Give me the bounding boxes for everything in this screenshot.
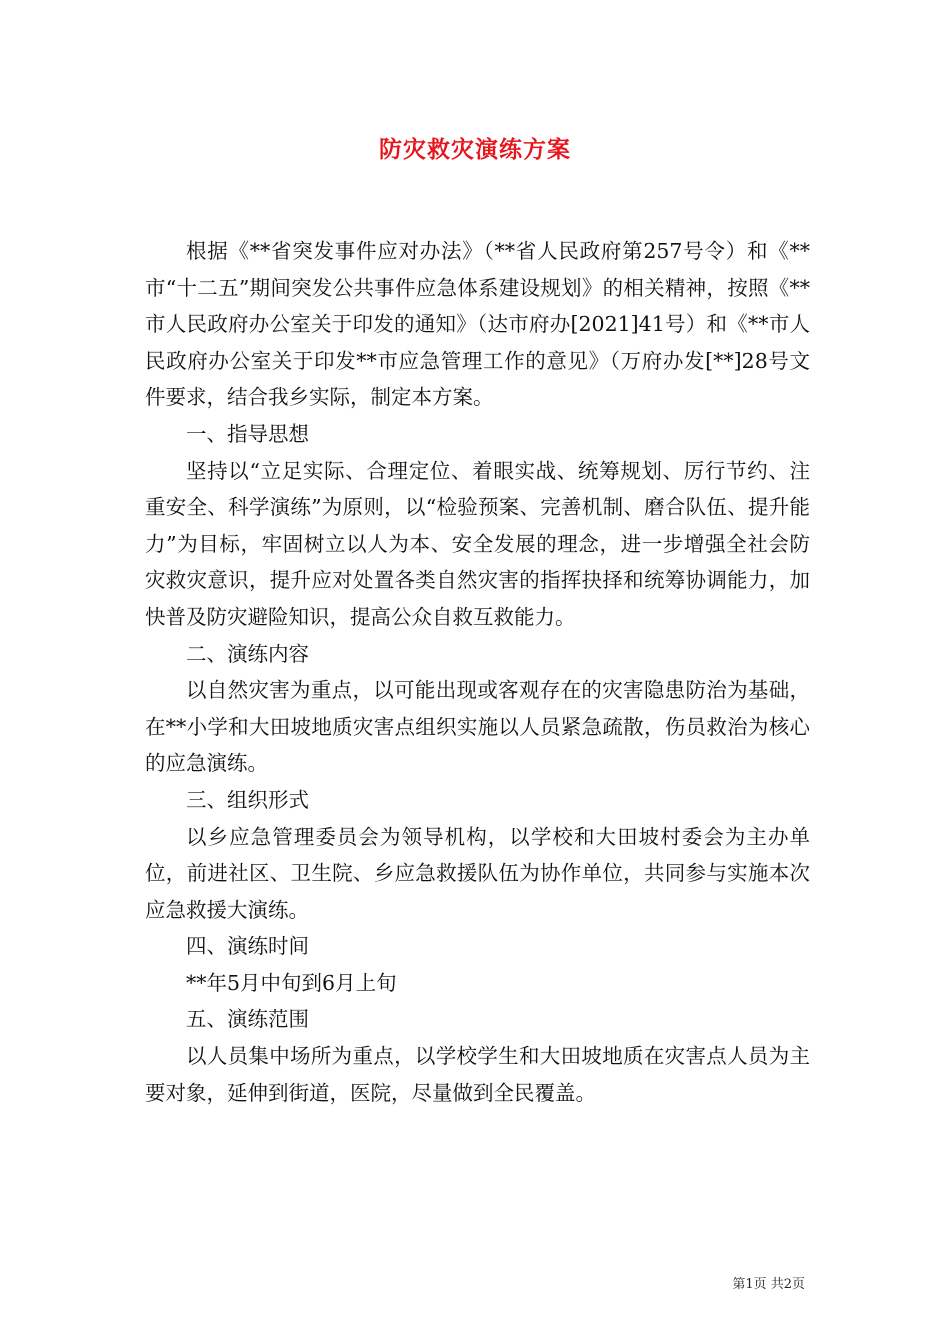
section-heading-drill-content: 二、演练内容 xyxy=(186,641,309,666)
drill-scope-paragraph: 以人员集中场所为重点，以学校学生和大田坡地质在灾害点人员为主要对象，延伸到街道，医院，尽量做到全民覆盖。 xyxy=(145,1044,810,1105)
drill-content-paragraph: 以自然灾害为重点，以可能出现或客观存在的灾害隐患防治为基础，在**小学和大田坡地质灾害点组织实施以人员紧急疏散，伤员救治为核心的应急演练。 xyxy=(145,678,810,776)
drill-time-paragraph: **年5月中旬到6月上旬 xyxy=(186,970,397,995)
guiding-ideology-paragraph: 坚持以“立足实际、合理定位、着眼实战、统筹规划、厉行节约、注重安全、科学演练”为原则，以“检验预案、完善机制、磨合队伍、提升能力”为目标，牢固树立以人为本、安全发展的理念，进一步增强全社会防灾救灾意识，提升应对处置各类自然灾害的指挥抉择和统筹协调能力，加快普及防灾避险知识，提高公众自救互救能力。 xyxy=(145,458,810,629)
page-number-footer: 第1页 共2页 xyxy=(732,1277,805,1292)
intro-paragraph: 根据《**省突发事件应对办法》（**省人民政府第257号令）和《**市“十二五”期间突发公共事件应急体系建设规划》的相关精神，按照《**市人民政府办公室关于印发的通知》（达市府办[2021]41号）和《**市人民政府办公室关于印发**市应急管理工作的意见》（万府办发[**]28号文件要求，结合我乡实际，制定本方案。 xyxy=(145,239,810,410)
section-heading-drill-time: 四、演练时间 xyxy=(186,934,309,959)
document-body xyxy=(145,233,810,1111)
section-heading-organization-form: 三、组织形式 xyxy=(186,787,309,812)
document-title: 防灾救灾演练方案 xyxy=(379,136,571,163)
section-heading-drill-scope: 五、演练范围 xyxy=(186,1007,309,1032)
section-heading-guiding-ideology: 一、指导思想 xyxy=(186,421,309,446)
organization-form-paragraph: 以乡应急管理委员会为领导机构，以学校和大田坡村委会为主办单位，前进社区、卫生院、乡应急救援队伍为协作单位，共同参与实施本次应急救援大演练。 xyxy=(145,824,810,922)
